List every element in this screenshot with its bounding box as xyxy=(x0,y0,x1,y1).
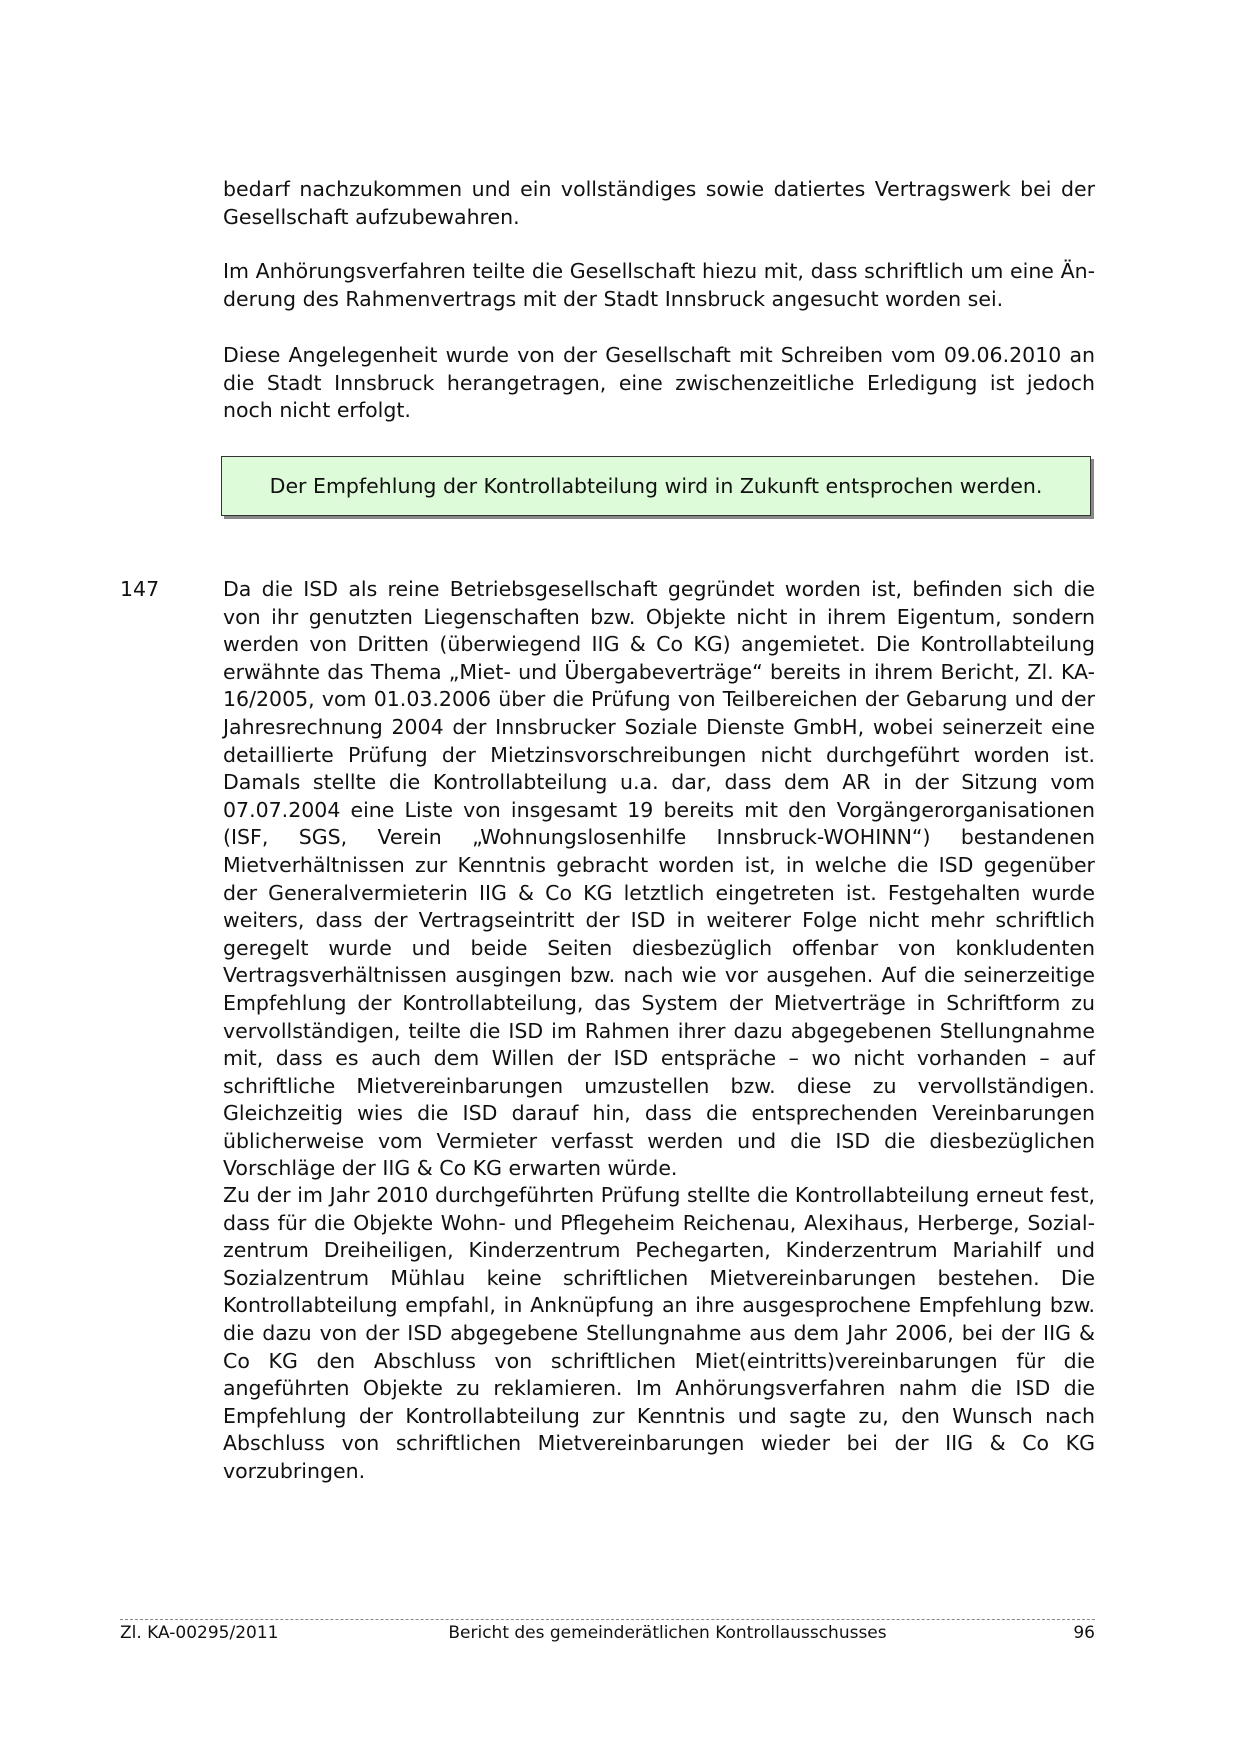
paragraph-text: bedarf nachzukommen und ein vollständiges sowie datiertes Vertragswerk bei der Gesellschaft aufzubewahren. xyxy=(223,177,1095,229)
footer-reference: Zl. KA-00295/2011 xyxy=(120,1623,279,1643)
recommendation-box xyxy=(221,456,1091,516)
page-number: 96 xyxy=(1073,1623,1095,1643)
paragraph-text: Diese Angelegenheit wurde von der Gesellschaft mit Schreiben vom 09.06.2010 an die Stadt Innsbruck herangetragen, eine zwischenzeitliche Erledigung ist jedoch noch nicht erfolgt. xyxy=(223,343,1095,423)
paragraph-text: Da die ISD als reine Betriebsgesellschaft gegründet worden ist, befinden sich die von ihr genutzten Liegenschaften bzw. Objekte nicht in ihrem Eigentum, sondern werden von Dritten (überwiegend IIG & Co KG) angemietet. Die Kontrollabteilung erwähnte das Thema „Miet- und Übergabeverträge“ bereits in ihrem Bericht, Zl. KA-16/2005, vom 01.03.2006 über die Prüfung von Teilbereichen der Gebarung und der Jahresrechnung 2004 der Innsbrucker Soziale Dienste GmbH, wobei seinerzeit eine detaillierte Prüfung der Mietzinsvorschreibungen nicht durchgeführt worden ist. Damals stellte die Kontrollabteilung u.a. dar, dass dem AR in der Sitzung vom 07.07.2004 eine Liste von insgesamt 19 bereits mit den Vorgängerorganisationen (ISF, SGS, Verein „Wohnungslosenhilfe Innsbruck-WOHINN“) bestandenen Mietverhältnissen zur Kenntnis gebracht worden ist, in welche die ISD gegenüber der Generalvermieterin IIG & Co KG letztlich eingetreten ist. Festgehalten wurde weiters, dass der Vertragseintritt der ISD in weiterer Folge nicht mehr schriftlich geregelt wurde und beide Seiten diesbezüglich offenbar von konkludenten Vertragsverhältnissen ausgingen bzw. nach wie vor ausgehen. Auf die seinerzeitige Empfehlung der Kontrollabteilung, das System der Mietverträge in Schriftform zu vervollständigen, teilte die ISD im Rahmen ihrer dazu abgegebenen Stellungnahme mit, dass es auch dem Willen der ISD entspräche – wo nicht vorhanden – auf schriftliche Mietvereinbarungen umzustellen bzw. diese zu vervollständigen. Gleichzeitig wies die ISD darauf hin, dass die entsprechenden Vereinbarungen üblicherweise vom Vermieter verfasst werden und die ISD die diesbezüglichen Vorschläge der IIG & Co KG erwarten würde. xyxy=(223,577,1095,1181)
footer-divider xyxy=(120,1619,1095,1620)
paragraph-text: Zu der im Jahr 2010 durchgeführten Prüfung stellte die Kontrollabteilung erneut fest, dass für die Objekte Wohn- und Pflegeheim Reichenau, Alexihaus, Herberge, Sozialzentrum Dreiheiligen, Kinderzentrum Pechegarten, Kinderzentrum Mariahilf und Sozialzentrum Mühlau keine schriftlichen Mietvereinbarungen bestehen. Die Kontrollabteilung empfahl, in Anknüpfung an ihre ausgesprochene Empfehlung bzw. die dazu von der ISD abgegebene Stellungnahme aus dem Jahr 2006, bei der IIG & Co KG den Abschluss von schriftlichen Miet(eintritts)vereinbarungen für die angeführten Objekte zu reklamieren. Im Anhörungsverfahren nahm die ISD die Empfehlung der Kontrollabteilung zur Kenntnis und sagte zu, den Wunsch nach Abschluss von schriftlichen Mietvereinbarungen wieder bei der IIG & Co KG vorzubringen. xyxy=(223,1183,1095,1483)
paragraph-text: Im Anhörungsverfahren teilte die Gesellschaft hiezu mit, dass schriftlich um eine Änderung des Rahmenvertrags mit der Stadt Innsbruck angesucht worden sei. xyxy=(223,259,1095,311)
paragraph-number: 147 xyxy=(120,577,160,601)
footer-title: Bericht des gemeinderätlichen Kontrollausschusses xyxy=(448,1623,887,1643)
recommendation-text: Der Empfehlung der Kontrollabteilung wird in Zukunft entsprochen werden. xyxy=(269,474,1043,498)
